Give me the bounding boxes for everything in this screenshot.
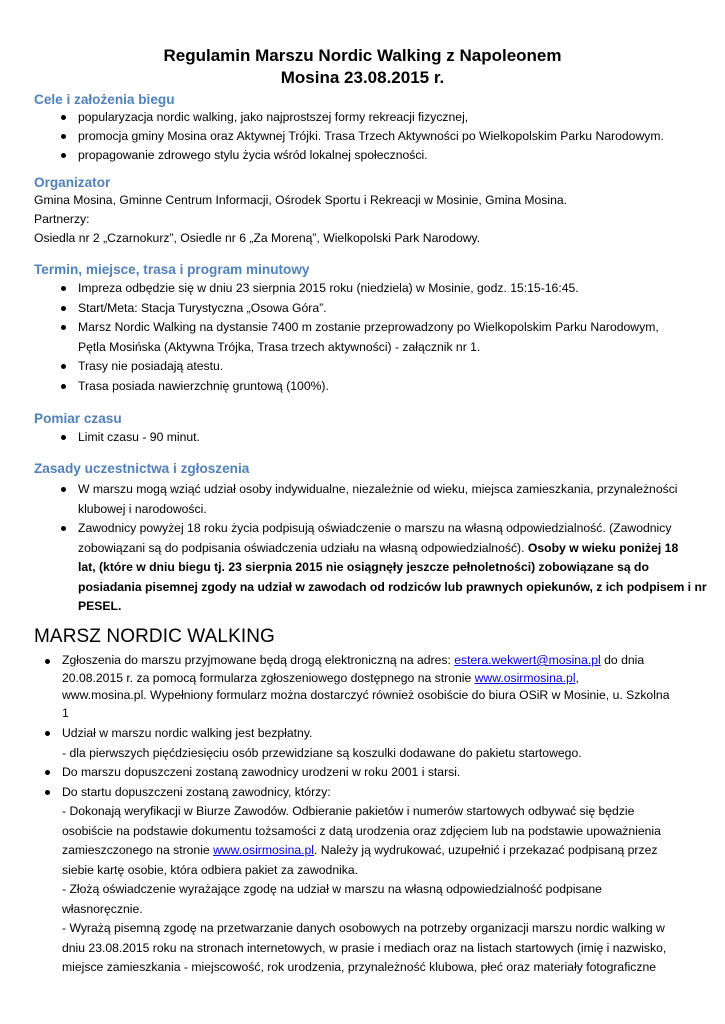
list-item: popularyzacja nordic walking, jako najprostszej formy rekreacji fizycznej, <box>34 108 704 127</box>
section-heading-march: MARSZ NORDIC WALKING <box>34 626 275 647</box>
list-item: propagowanie zdrowego stylu życia wśród lokalnej społeczności. <box>34 146 704 165</box>
condition1-line3 <box>62 841 708 861</box>
registration-line2 <box>62 670 708 688</box>
list-item: Trasy nie posiadają atestu. <box>34 357 704 377</box>
registration-text: Zgłoszenia do marszu przyjmowane będą drogą elektroniczną na adres: <box>62 653 455 667</box>
section-heading-organizer: Organizator <box>34 175 111 190</box>
partners-label: Partnerzy: <box>34 212 90 226</box>
rules-item2-line1: Zawodnicy powyżej 18 roku życia podpisują oświadczenie o marszu na własną odpowiedzialność. (Zawodnicy <box>78 521 672 535</box>
condition-text: . Należy ją wydrukować, uzupełnić i przekazać podpisaną przez <box>314 843 658 857</box>
condition1-line4: siebie kartę osobie, która odbiera pakiet za zawodnika. <box>62 862 359 877</box>
organizer-text: Gmina Mosina, Gminne Centrum Informacji, Ośrodek Sportu i Rekreacji w Mosinie, Gmina Mosina. <box>34 193 568 207</box>
condition1-line1: - Dokonają weryfikacji w Biurze Zawodów. Odbieranie pakietów i numerów startowych odbywać się będzie <box>62 804 635 818</box>
rules-item2-line4: posiadania pisemnej zgody na udział w zawodach od rodziców lub prawnych opiekunów, z ich podpisem i nr <box>78 579 707 594</box>
condition2-line1: - Złożą oświadczenie wyrażające zgodę na udział w marszu na własną odpowiedzialność podpisane <box>62 882 602 896</box>
rules-item1-line2: klubowej i narodowości. <box>78 501 207 516</box>
rules-item1-line1: W marszu mogą wziąć udział osoby indywidualne, niezależnie od wieku, miejsca zamieszkania, przynależności <box>78 482 678 496</box>
registration-text: 20.08.2015 r. za pomocą formularza zgłoszeniowego dostępnego na stronie <box>62 670 475 685</box>
condition-text: zamieszczonego na stronie <box>62 843 214 857</box>
tshirt-note: - dla pierwszych pięćdziesięciu osób przewidziane są koszulki dodawane do pakietu startowego. <box>62 745 582 760</box>
admission-intro: Do startu dopuszczeni zostaną zawodnicy, którzy: <box>62 784 331 799</box>
osir-website-link-2[interactable]: www.osirmosina.pl <box>213 843 314 857</box>
registration-line1 <box>62 652 708 670</box>
rules-item2-line3: lat, (które w dniu biegu tj. 23 sierpnia 2015 nie osiągnęły jeszcze pełnoletności) zobowiązane są do <box>78 560 649 574</box>
section-heading-timing: Pomiar czasu <box>34 411 122 426</box>
goals-list <box>34 108 704 165</box>
document-title: Regulamin Marszu Nordic Walking z Napoleonem <box>163 46 562 65</box>
document-subtitle: Mosina 23.08.2015 r. <box>280 68 445 87</box>
registration-line3: www.mosina.pl. Wypełniony formularz można dostarczyć również osobiście do biura OSiR w Mosinie, u. Szkolna <box>62 688 670 702</box>
registration-line4: 1 <box>62 705 69 720</box>
list-item: promocja gminy Mosina oraz Aktywnej Trójki. Trasa Trzech Aktywności po Wielkopolskim Parku Narodowym. <box>34 127 704 146</box>
list-item: Limit czasu - 90 minut. <box>34 428 704 448</box>
list-item: Do marszu dopuszczeni zostaną zawodnicy urodzeni w roku 2001 i starsi. <box>18 763 708 783</box>
section-heading-schedule: Termin, miejsce, trasa i program minutowy <box>34 262 310 277</box>
list-item: Impreza odbędzie się w dniu 23 sierpnia 2015 roku (niedziela) w Mosinie, godz. 15:15-16:45. <box>34 279 704 299</box>
partners-text: Osiedla nr 2 „Czarnokurz”, Osiedle nr 6 „Za Moreną”, Wielkopolski Park Narodowy. <box>34 231 481 245</box>
timing-list <box>34 428 704 448</box>
osir-website-link[interactable]: www.osirmosina.pl <box>474 670 576 685</box>
list-item <box>34 519 714 617</box>
list-item <box>34 318 704 357</box>
route-line-2: Pętla Mosińska (Aktywna Trójka, Trasa trzech aktywności) - załącznik nr 1. <box>78 339 481 354</box>
free-participation: Udział w marszu nordic walking jest bezpłatny. <box>62 726 313 740</box>
schedule-list <box>34 279 704 396</box>
rules-item2-line2 <box>78 539 714 559</box>
condition3-line2: dniu 23.08.2015 roku na stronach internetowych, w prasie i mediach oraz na listach startowych (imię i nazwisko, <box>62 940 667 955</box>
march-list <box>18 652 708 978</box>
list-item <box>34 480 714 519</box>
rules-item2-line2-bold: Osoby w wieku poniżej 18 <box>527 540 679 555</box>
condition3-line3: miejsce zamieszkania - miejscowość, rok urodzenia, przynależność klubowa, płeć oraz materiały fotograficzne <box>62 960 657 974</box>
rules-list <box>34 480 714 617</box>
list-item: Trasa posiada nawierzchnię gruntową (100%). <box>34 377 704 397</box>
list-item <box>18 652 708 722</box>
route-line-1: Marsz Nordic Walking na dystansie 7400 m zostanie przeprowadzony po Wielkopolskim Parku Narodowym, <box>78 320 659 334</box>
registration-text: , <box>575 670 579 685</box>
section-heading-rules: Zasady uczestnictwa i zgłoszenia <box>34 461 250 476</box>
registration-text: do dnia <box>600 653 645 667</box>
condition1-line2: osobiście na podstawie dokumentu tożsamości z datą urodzenia oraz zdjęciem lub na podstawie upoważnienia <box>62 823 661 838</box>
rules-item2-line2-plain: zobowiązani są do podpisania oświadczenia udziału na własną odpowiedzialność). <box>78 540 528 555</box>
list-item: Start/Meta: Stacja Turystyczna „Osowa Góra”. <box>34 299 704 319</box>
rules-item2-line5: PESEL. <box>78 599 122 613</box>
list-item <box>18 783 708 978</box>
section-heading-goals: Cele i założenia biegu <box>34 92 175 107</box>
registration-email-link[interactable]: estera.wekwert@mosina.pl <box>454 653 601 667</box>
condition3-line1: - Wyrażą pisemną zgodę na przetwarzanie danych osobowych na potrzeby organizacji marszu nordic walking w <box>62 921 665 935</box>
condition2-line2: własnoręcznie. <box>62 901 143 916</box>
list-item <box>18 724 708 763</box>
